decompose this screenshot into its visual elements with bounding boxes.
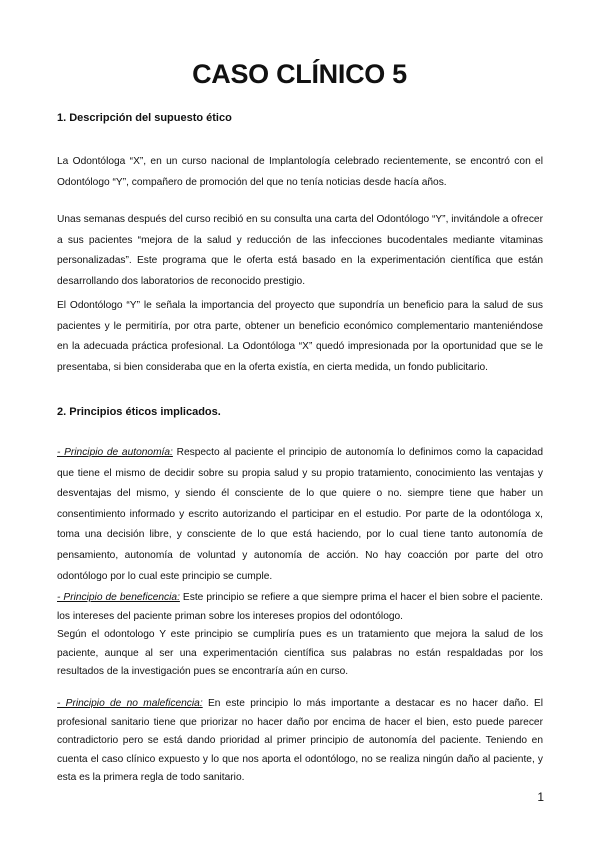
document-title: CASO CLÍNICO 5 — [192, 59, 407, 89]
principle-beneficence-label: - Principio de beneficencia: — [57, 592, 180, 603]
paragraph-principle-nonmaleficence — [57, 695, 543, 788]
principle-autonomy-label: - Principio de autonomía: — [57, 447, 173, 458]
paragraph-description-3: El Odontólogo “Y” le señala la importancia del proyecto que supondría un beneficio para la salud de sus pacientes y le permitiría, por otra parte, obtener un beneficio económico complementario manteniéndose en la adecuada práctica profesional. La Odontóloga “X” quedó impresionada por la oportunidad que se le presentaba, si bien consideraba que en la oferta existía, en cierta medida, un fondo publicitario. — [57, 300, 543, 373]
page-number: 1 — [537, 790, 544, 804]
paragraph-description-2: Unas semanas después del curso recibió en su consulta una carta del Odontólogo “Y”, invitándole a ofrecer a sus pacientes “mejora de la salud y reducción de las infecciones bucodentales mediante vitaminas personalizadas”. Este programa que le oferta está basado en la experimentación científica que están desarrollando dos laboratorios de reconocido prestigio. — [57, 214, 543, 287]
paragraph-description-1: La Odontóloga “X”, en un curso nacional de Implantología celebrado recientemente, se encontró con el Odontólogo “Y”, compañero de promoción del que no tenía noticias desde hacía años. — [57, 156, 543, 188]
principle-beneficence-text-2: Según el odontologo Y este principio se cumpliría pues es un tratamiento que mejora la salud de los paciente, aunque al ser una experimentación científica sus palabras no están respaldadas por los resultados de la investigación pues se encontraría aún en curso. — [57, 629, 543, 678]
principle-nonmaleficence-text: En este principio lo más importante a destacar es no hacer daño. El profesional sanitario tiene que priorizar no hacer daño por encima de hacer el bien, esto puede parecer contradictorio pero se está dando prioridad al primer principio de autonomía del paciente. Teniendo en cuenta el caso clínico expuesto y lo que nos aporta el odontólogo, no se realiza ningún daño al paciente, y esta es la primera regla de todo sanitario. — [57, 698, 544, 784]
principle-autonomy-text: Respecto al paciente el principio de autonomía lo definimos como la capacidad que tiene el mismo de decidir sobre su propia salud y su propio tratamiento, conocimiento las ventajas y desventajas del mismo, y siendo él consciente de lo que quiere o no. siempre tiene que haber un consentimiento informado y escrito autorizando el participar en el estudio. Por parte de la odontóloga x, toma una decisión libre, y consciente de lo que está haciendo, por lo cual tiene tanto autonomía de pensamiento, autonomía de voluntad y autonomía de acción. No hay coacción por parte del otro odontólogo por lo cual este principio se cumple. — [57, 447, 543, 582]
section-heading-description: 1. Descripción del supuesto ético — [57, 112, 232, 124]
paragraph-principle-autonomy — [57, 443, 543, 587]
principle-beneficence-text: Este principio se refiere a que siempre prima el hacer el bien sobre el paciente. los intereses del paciente priman sobre los intereses propios del odontólogo. — [57, 592, 543, 622]
section-heading-principles: 2. Principios éticos implicados. — [57, 406, 221, 418]
paragraph-principle-beneficence — [57, 589, 543, 682]
principle-nonmaleficence-label: - Principio de no maleficencia: — [57, 698, 203, 709]
